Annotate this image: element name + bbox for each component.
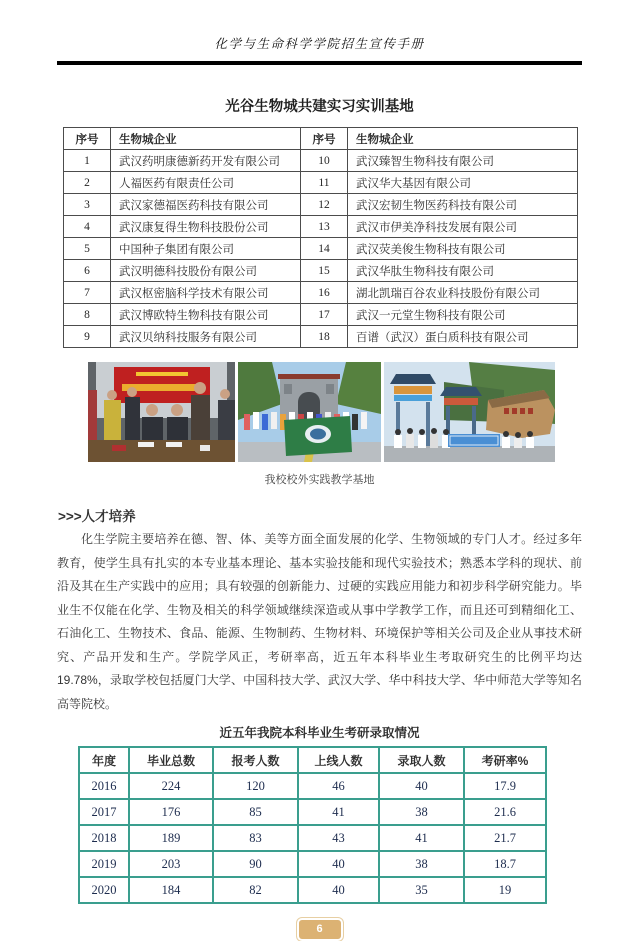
value-cell: 46 (298, 773, 379, 799)
value-cell: 176 (129, 799, 213, 825)
row-number-cell: 5 (64, 238, 111, 260)
row-number-cell: 13 (301, 216, 348, 238)
column-header: 毕业总数 (129, 747, 213, 773)
company-cell: 武汉枢密脑科学技术有限公司 (111, 282, 301, 304)
admission-table-title: 近五年我院本科毕业生考研录取情况 (219, 726, 420, 740)
intern-base-table (63, 127, 578, 348)
row-number-cell: 10 (301, 150, 348, 172)
row-number-cell: 14 (301, 238, 348, 260)
table-row (64, 304, 578, 326)
photo-students-green-flag (238, 362, 381, 462)
company-cell: 武汉荧美俊生物科技有限公司 (348, 238, 578, 260)
value-cell: 41 (379, 825, 464, 851)
value-cell: 82 (213, 877, 298, 903)
talent-paragraph: 化生学院主要培养在德、智、体、美等方面全面发展的化学、生物领域的专门人才。经过多年教育，使学生具有扎实的本专业基本理论、基本实验技能和现代实验技术；熟悉本学科的现状、前沿及其在生产实践中的应用；具有较强的创新能力、过硬的实践应用能力和初步科学研究能力。毕业生不仅能在化学、生物及相关的科学领域继续深造或从事中学教学工作，而且还可到精细化工、石油化工、生物技术、食品、能源、生物制药、生物材料、环境保护等相关公司及企业从事技术研究、产品开发和生产。学院学风正，考研率高，近五年本科毕业生考取研究生的比例平均达 19.78%，录取学校包括厦门大学、中国科技大学、武汉大学、华中科技大学、华中师范大学等知名高等院校。 (57, 532, 582, 711)
company-cell: 武汉贝纳科技服务有限公司 (111, 326, 301, 348)
admission-table (78, 746, 547, 904)
company-cell: 武汉一元堂生物科技有限公司 (348, 304, 578, 326)
company-cell: 武汉药明康德新药开发有限公司 (111, 150, 301, 172)
table-row (64, 326, 578, 348)
value-cell: 184 (129, 877, 213, 903)
row-number-cell: 17 (301, 304, 348, 326)
intern-base-table-title: 光谷生物城共建实习实训基地 (225, 99, 414, 115)
row-number-cell: 12 (301, 194, 348, 216)
column-header: 序号 (301, 128, 348, 150)
table-header-row (79, 747, 546, 773)
year-cell: 2019 (79, 851, 129, 877)
value-cell: 43 (298, 825, 379, 851)
table-row (64, 260, 578, 282)
value-cell: 17.9 (464, 773, 546, 799)
table-header-row (64, 128, 578, 150)
value-cell: 203 (129, 851, 213, 877)
value-cell: 40 (298, 851, 379, 877)
value-cell: 83 (213, 825, 298, 851)
row-number-cell: 6 (64, 260, 111, 282)
column-header: 生物城企业 (111, 128, 301, 150)
value-cell: 38 (379, 799, 464, 825)
value-cell: 189 (129, 825, 213, 851)
photo-students-archway-rock (384, 362, 555, 462)
company-cell: 百谱（武汉）蛋白质科技有限公司 (348, 326, 578, 348)
table-row (79, 851, 546, 877)
photo-caption: 我校校外实践教学基地 (264, 474, 375, 486)
header-rule (57, 61, 582, 65)
table-row (64, 238, 578, 260)
row-number-cell: 9 (64, 326, 111, 348)
company-cell: 武汉家德福医药科技有限公司 (111, 194, 301, 216)
year-cell: 2020 (79, 877, 129, 903)
row-number-cell: 7 (64, 282, 111, 304)
photo-signing-ceremony (88, 362, 235, 462)
year-cell: 2018 (79, 825, 129, 851)
value-cell: 85 (213, 799, 298, 825)
value-cell: 40 (298, 877, 379, 903)
value-cell: 38 (379, 851, 464, 877)
column-header: 年度 (79, 747, 129, 773)
value-cell: 41 (298, 799, 379, 825)
company-cell: 武汉市伊美净科技发展有限公司 (348, 216, 578, 238)
page-header-title: 化学与生命科学学院招生宣传手册 (214, 37, 425, 51)
table-row (64, 216, 578, 238)
value-cell: 40 (379, 773, 464, 799)
company-cell: 武汉博欧特生物科技有限公司 (111, 304, 301, 326)
table-row (79, 799, 546, 825)
talent-section-heading: >>>人才培养 (58, 509, 136, 524)
row-number-cell: 8 (64, 304, 111, 326)
company-cell: 湖北凯瑞百谷农业科技股份有限公司 (348, 282, 578, 304)
value-cell: 35 (379, 877, 464, 903)
company-cell: 人福医药有限责任公司 (111, 172, 301, 194)
company-cell: 武汉臻智生物科技有限公司 (348, 150, 578, 172)
row-number-cell: 11 (301, 172, 348, 194)
table-row (79, 825, 546, 851)
value-cell: 18.7 (464, 851, 546, 877)
column-header: 生物城企业 (348, 128, 578, 150)
row-number-cell: 3 (64, 194, 111, 216)
value-cell: 90 (213, 851, 298, 877)
table-row (79, 773, 546, 799)
table-row (64, 282, 578, 304)
row-number-cell: 16 (301, 282, 348, 304)
table-row (64, 194, 578, 216)
company-cell: 武汉明德科技股份有限公司 (111, 260, 301, 282)
column-header: 考研率% (464, 747, 546, 773)
row-number-cell: 4 (64, 216, 111, 238)
value-cell: 21.6 (464, 799, 546, 825)
company-cell: 中国种子集团有限公司 (111, 238, 301, 260)
table-row (64, 150, 578, 172)
row-number-cell: 2 (64, 172, 111, 194)
value-cell: 21.7 (464, 825, 546, 851)
column-header: 上线人数 (298, 747, 379, 773)
column-header: 录取人数 (379, 747, 464, 773)
table-row (64, 172, 578, 194)
company-cell: 武汉康复得生物科技股份公司 (111, 216, 301, 238)
photo-strip (88, 362, 555, 462)
table-row (79, 877, 546, 903)
company-cell: 武汉华大基因有限公司 (348, 172, 578, 194)
column-header: 序号 (64, 128, 111, 150)
year-cell: 2016 (79, 773, 129, 799)
company-cell: 武汉华肽生物科技有限公司 (348, 260, 578, 282)
year-cell: 2017 (79, 799, 129, 825)
value-cell: 19 (464, 877, 546, 903)
page-number-badge: 6 (297, 918, 343, 941)
row-number-cell: 15 (301, 260, 348, 282)
company-cell: 武汉宏韧生物医药科技有限公司 (348, 194, 578, 216)
column-header: 报考人数 (213, 747, 298, 773)
row-number-cell: 18 (301, 326, 348, 348)
value-cell: 224 (129, 773, 213, 799)
value-cell: 120 (213, 773, 298, 799)
row-number-cell: 1 (64, 150, 111, 172)
